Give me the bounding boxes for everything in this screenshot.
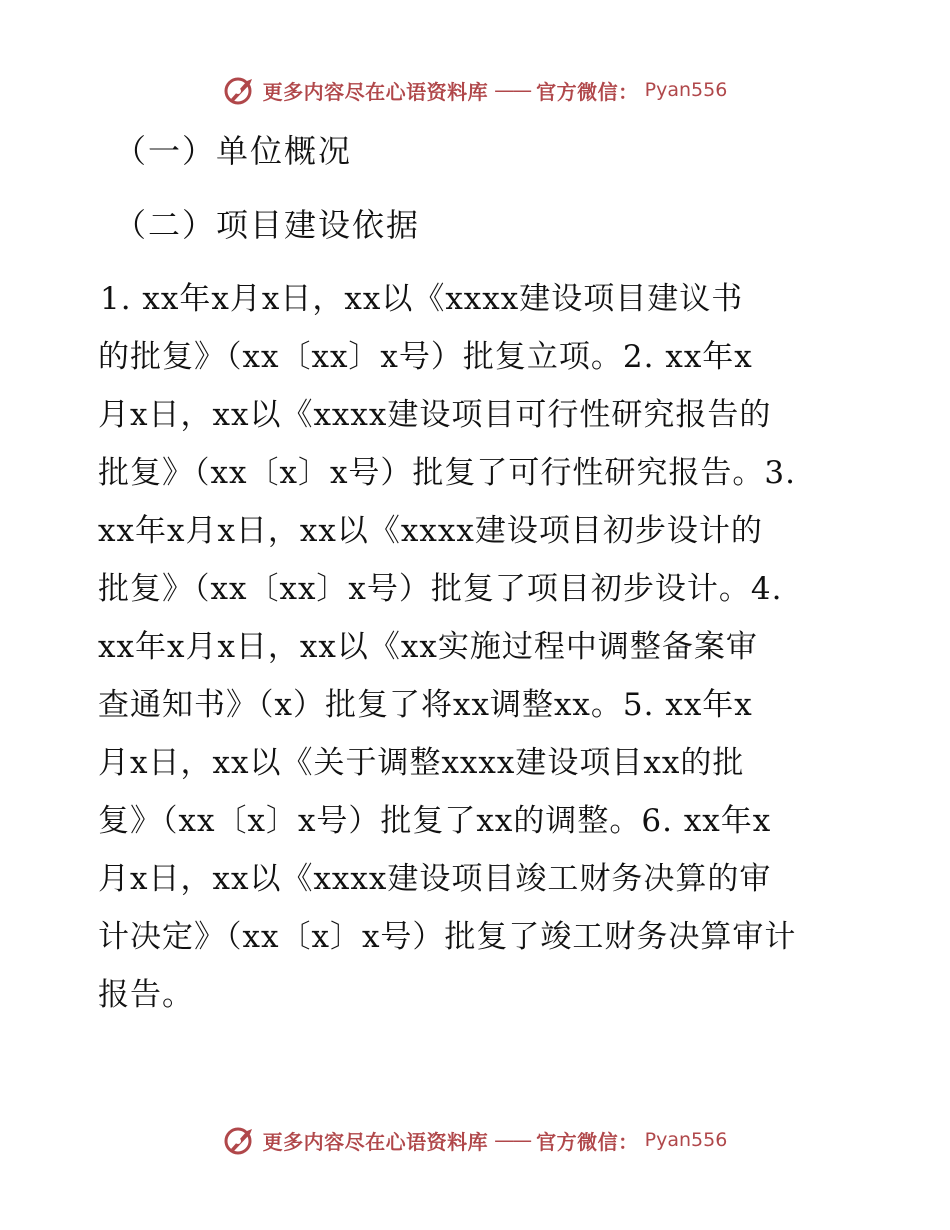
watermark-dash: —— xyxy=(494,78,531,102)
body-line: 查通知书》（x）批复了将xx调整xx。5. xx年x xyxy=(98,687,753,723)
body-line: 的批复》（xx〔xx〕x号）批复立项。2. xx年x xyxy=(98,339,753,375)
watermark-text: 更多内容尽在心语资料库 xyxy=(262,1129,489,1154)
body-line: 月x日，xx以《xxxx建设项目竣工财务决算的审 xyxy=(98,861,772,897)
body-line: 月x日，xx以《xxxx建设项目可行性研究报告的 xyxy=(98,397,772,433)
body-line: 月x日，xx以《关于调整xxxx建设项目xx的批 xyxy=(98,745,745,781)
body-line: 批复》（xx〔x〕x号）批复了可行性研究报告。3. xyxy=(98,455,797,491)
body-line: 批复》（xx〔xx〕x号）批复了项目初步设计。4. xyxy=(98,571,783,607)
watermark-label: 官方微信： xyxy=(536,79,639,104)
pen-nib-circle-icon xyxy=(223,1123,257,1157)
body-line: 计决定》（xx〔x〕x号）批复了竣工财务决算审计 xyxy=(98,919,797,955)
watermark-label: 官方微信： xyxy=(536,1129,639,1154)
section-heading-1: （一）单位概况 xyxy=(114,132,353,170)
watermark-account: Pyan556 xyxy=(644,1129,728,1151)
watermark-header xyxy=(0,70,950,110)
pen-nib-circle-icon xyxy=(223,73,257,107)
body-line: 复》（xx〔x〕x号）批复了xx的调整。6. xx年x xyxy=(98,803,772,839)
section-heading-2: （二）项目建设依据 xyxy=(114,206,421,244)
watermark-text: 更多内容尽在心语资料库 xyxy=(262,79,489,104)
watermark-footer xyxy=(0,1120,950,1160)
watermark-account: Pyan556 xyxy=(644,79,728,101)
body-line: xx年x月x日，xx以《xx实施过程中调整备案审 xyxy=(98,629,758,665)
watermark-dash: —— xyxy=(494,1128,531,1152)
body-line: xx年x月x日，xx以《xxxx建设项目初步设计的 xyxy=(98,513,763,549)
body-line: 1. xx年x月x日，xx以《xxxx建设项目建议书 xyxy=(100,281,744,317)
body-line: 报告。 xyxy=(98,977,194,1013)
